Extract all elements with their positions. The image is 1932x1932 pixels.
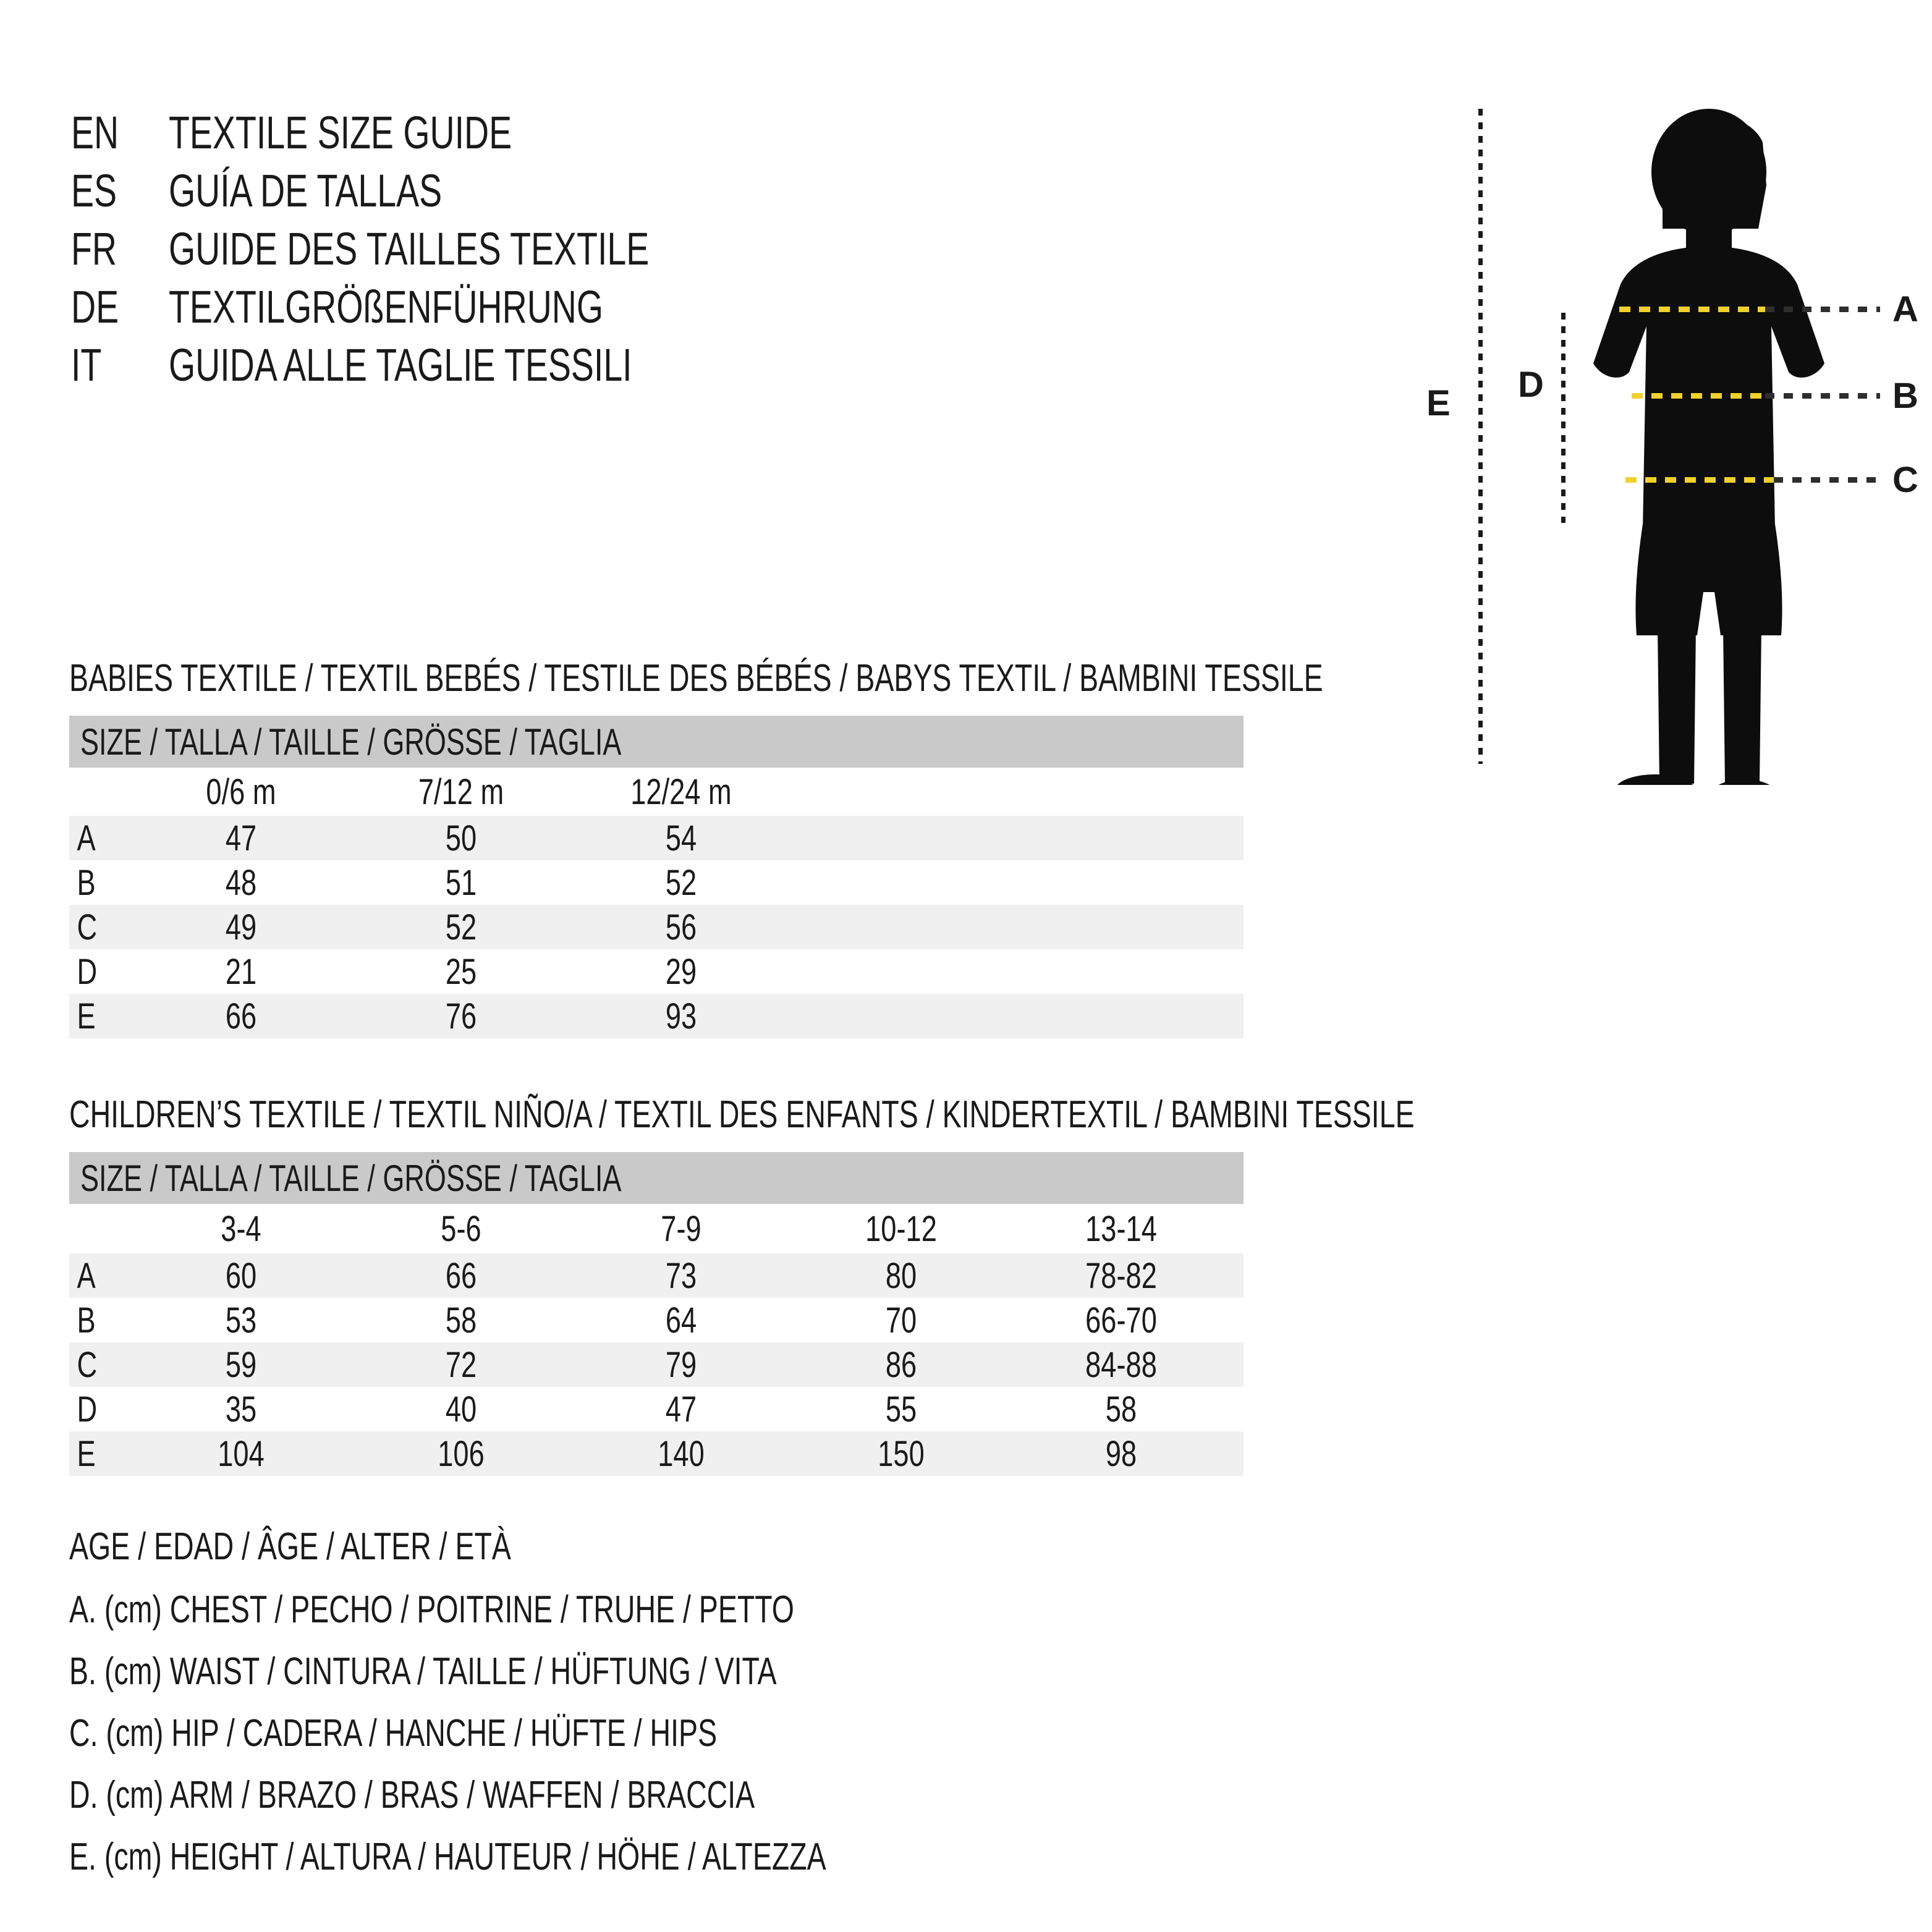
children-table-header <box>69 1152 1244 1204</box>
table-cell: 78-82 <box>1085 1255 1157 1296</box>
legend-waist: B. (cm) WAIST / CINTURA / TAILLE / HÜFTUNG / VITA <box>69 1650 777 1693</box>
table-cell: 73 <box>665 1255 697 1296</box>
table-cell: 51 <box>445 862 477 903</box>
children-table-row <box>69 1342 1244 1387</box>
figure-label-c: C <box>1892 460 1918 500</box>
babies-column-header: 12/24 m <box>630 771 732 812</box>
measurement-figure <box>1409 93 1932 810</box>
table-cell: 50 <box>445 818 477 858</box>
arm-guide-dotted-line <box>1561 313 1566 523</box>
language-code: FR <box>71 223 117 274</box>
table-cell: 53 <box>225 1300 257 1341</box>
table-cell: 106 <box>438 1433 485 1474</box>
row-label: B <box>77 862 96 903</box>
babies-column-header: 7/12 m <box>418 771 504 812</box>
table-cell: 66-70 <box>1085 1300 1157 1341</box>
table-cell: 66 <box>225 996 257 1036</box>
language-code: DE <box>71 281 119 333</box>
children-table-row <box>69 1298 1244 1342</box>
row-label: C <box>77 907 98 947</box>
children-table-row <box>69 1253 1244 1298</box>
row-label: A <box>77 818 96 858</box>
table-cell: 58 <box>1105 1389 1137 1430</box>
table-cell: 104 <box>218 1433 265 1474</box>
table-cell: 58 <box>445 1300 477 1341</box>
waist-measure-line-yellow <box>1632 393 1765 399</box>
table-cell: 98 <box>1105 1433 1137 1474</box>
legend-height: E. (cm) HEIGHT / ALTURA / HAUTEUR / HÖHE / ALTEZZA <box>69 1836 826 1878</box>
children-table-header-label: SIZE / TALLA / TAILLE / GRÖSSE / TAGLIA <box>80 1157 622 1199</box>
language-code: IT <box>71 339 102 391</box>
language-code: ES <box>71 165 117 216</box>
table-cell: 72 <box>445 1344 477 1385</box>
language-title: TEXTILE SIZE GUIDE <box>169 107 512 158</box>
table-cell: 66 <box>445 1255 477 1296</box>
row-label: D <box>77 1389 98 1430</box>
figure-label-a: A <box>1892 289 1918 329</box>
babies-table-row <box>69 905 1244 949</box>
table-cell: 25 <box>445 951 477 992</box>
children-column-header: 3-4 <box>221 1208 261 1249</box>
figure-label-e: E <box>1426 383 1451 423</box>
row-label: E <box>77 1433 96 1474</box>
row-label: A <box>77 1255 96 1296</box>
figure-label-b: B <box>1892 376 1918 416</box>
table-cell: 29 <box>665 951 697 992</box>
children-table-row <box>69 1387 1244 1431</box>
table-cell: 140 <box>658 1433 705 1474</box>
chest-measure-line-dark <box>1765 307 1880 312</box>
table-cell: 86 <box>885 1344 917 1385</box>
legend-arm: D. (cm) ARM / BRAZO / BRAS / WAFFEN / BRACCIA <box>69 1774 755 1816</box>
babies-column-header-row <box>69 768 1244 816</box>
table-cell: 21 <box>225 951 257 992</box>
table-cell: 55 <box>885 1389 917 1430</box>
babies-table-row <box>69 816 1244 860</box>
table-cell: 49 <box>225 907 257 947</box>
table-cell: 56 <box>665 907 697 947</box>
babies-table-row <box>69 949 1244 994</box>
table-cell: 47 <box>665 1389 697 1430</box>
legend-age: AGE / EDAD / ÂGE / ALTER / ETÀ <box>69 1525 511 1568</box>
row-label: B <box>77 1300 96 1341</box>
babies-column-header: 0/6 m <box>206 771 276 812</box>
children-column-header: 5-6 <box>441 1208 481 1249</box>
table-cell: 54 <box>665 818 697 858</box>
babies-table-row <box>69 860 1244 905</box>
hip-measure-line-yellow <box>1625 477 1774 483</box>
language-title: GUIDE DES TAILLES TEXTILE <box>169 223 650 274</box>
row-label: E <box>77 996 96 1036</box>
waist-measure-line-dark <box>1765 393 1880 399</box>
table-cell: 150 <box>878 1433 925 1474</box>
children-table-row <box>69 1431 1244 1476</box>
children-column-header: 7-9 <box>661 1208 701 1249</box>
children-column-header-row <box>69 1204 1244 1253</box>
row-label: C <box>77 1344 98 1385</box>
babies-table-header <box>69 716 1244 768</box>
children-column-header: 13-14 <box>1085 1208 1157 1249</box>
language-title: TEXTILGRÖßENFÜHRUNG <box>169 281 604 333</box>
table-cell: 93 <box>665 996 697 1036</box>
babies-table-row <box>69 994 1244 1038</box>
language-title: GUIDA ALLE TAGLIE TESSILI <box>169 339 632 391</box>
babies-table-header-label: SIZE / TALLA / TAILLE / GRÖSSE / TAGLIA <box>80 721 622 763</box>
hip-measure-line-dark <box>1774 477 1880 483</box>
table-cell: 35 <box>225 1389 257 1430</box>
table-cell: 64 <box>665 1300 697 1341</box>
legend-chest: A. (cm) CHEST / PECHO / POITRINE / TRUHE / PETTO <box>69 1588 794 1631</box>
legend-hip: C. (cm) HIP / CADERA / HANCHE / HÜFTE / HIPS <box>69 1712 718 1755</box>
table-cell: 79 <box>665 1344 697 1385</box>
table-cell: 76 <box>445 996 477 1036</box>
figure-label-d: D <box>1518 365 1544 405</box>
table-cell: 52 <box>665 862 697 903</box>
table-cell: 59 <box>225 1344 257 1385</box>
row-label: D <box>77 951 98 992</box>
table-cell: 40 <box>445 1389 477 1430</box>
table-cell: 47 <box>225 818 257 858</box>
table-cell: 70 <box>885 1300 917 1341</box>
language-code: EN <box>71 107 119 158</box>
table-cell: 84-88 <box>1085 1344 1157 1385</box>
children-section-title: CHILDREN’S TEXTILE / TEXTIL NIÑO/A / TEXTIL DES ENFANTS / KINDERTEXTIL / BAMBINI TESSILE <box>69 1093 1415 1136</box>
children-column-header: 10-12 <box>865 1208 937 1249</box>
table-cell: 52 <box>445 907 477 947</box>
babies-section-title: BABIES TEXTILE / TEXTIL BEBÉS / TESTILE DES BÉBÉS / BABYS TEXTIL / BAMBINI TESSILE <box>69 657 1323 700</box>
language-title: GUÍA DE TALLAS <box>169 165 443 216</box>
table-cell: 80 <box>885 1255 917 1296</box>
table-cell: 48 <box>225 862 257 903</box>
table-cell: 60 <box>225 1255 257 1296</box>
chest-measure-line-yellow <box>1619 307 1765 312</box>
